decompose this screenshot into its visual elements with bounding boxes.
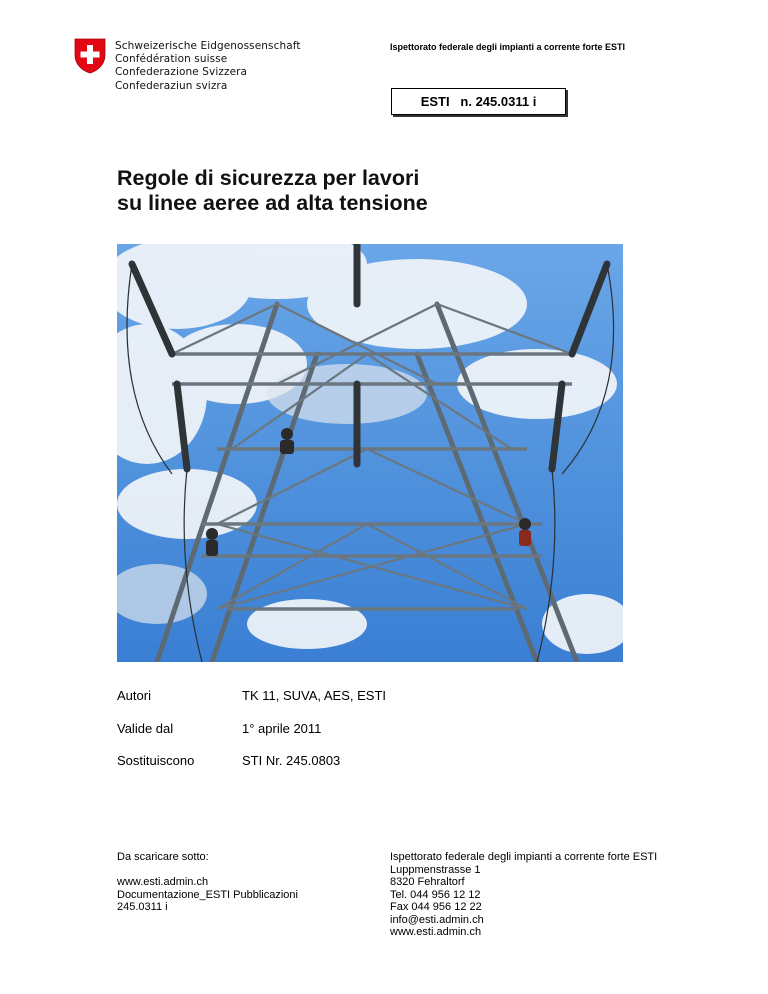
contact-website[interactable]: www.esti.admin.ch: [390, 926, 482, 938]
meta-label-replaces: Sostituiscono: [117, 753, 195, 768]
download-path: Documentazione_ESTI Pubblicazioni: [117, 888, 298, 901]
issuer-header: Ispettorato federale degli impianti a corrente forte ESTI: [390, 42, 626, 52]
document-number-box: ESTI n. 245.0311 i: [391, 88, 566, 115]
meta-label-valid-from: Valide dal: [117, 721, 174, 736]
meta-value-replaces: STI Nr. 245.0803: [242, 753, 341, 768]
contact-address: [390, 851, 657, 939]
confederation-name-de: Schweizerische Eidgenossenschaft: [115, 40, 301, 52]
title-line-2: su linee aeree ad alta tensione: [117, 191, 428, 215]
contact-fax: Fax 044 956 12 22: [390, 901, 482, 913]
confederation-name-fr: Confédération suisse: [115, 53, 228, 66]
meta-label-authors: Autori: [117, 688, 151, 703]
contact-city: 8320 Fehraltorf: [390, 876, 465, 888]
download-info: [117, 851, 298, 914]
swiss-coat-of-arms-logo: [74, 38, 106, 74]
contact-email[interactable]: info@esti.admin.ch: [390, 913, 484, 926]
confederation-name-it: Confederazione Svizzera: [115, 66, 248, 79]
contact-org: Ispettorato federale degli impianti a corrente forte ESTI: [390, 851, 658, 863]
confederation-name-rm: Confederaziun svizra: [115, 79, 228, 92]
download-url[interactable]: www.esti.admin.ch: [117, 876, 209, 888]
meta-value-valid-from: 1° aprile 2011: [242, 721, 322, 736]
contact-phone: Tel. 044 956 12 12: [390, 888, 481, 901]
confederation-names: [115, 40, 301, 93]
document-title: [117, 166, 428, 216]
contact-street: Luppmenstrasse 1: [390, 863, 481, 876]
meta-value-authors: TK 11, SUVA, AES, ESTI: [242, 688, 387, 703]
title-line-1: Regole di sicurezza per lavori: [117, 166, 420, 190]
download-doc-number: 245.0311 i: [117, 901, 168, 913]
download-heading: Da scaricare sotto:: [117, 851, 209, 863]
pylon-photo: [117, 244, 623, 662]
